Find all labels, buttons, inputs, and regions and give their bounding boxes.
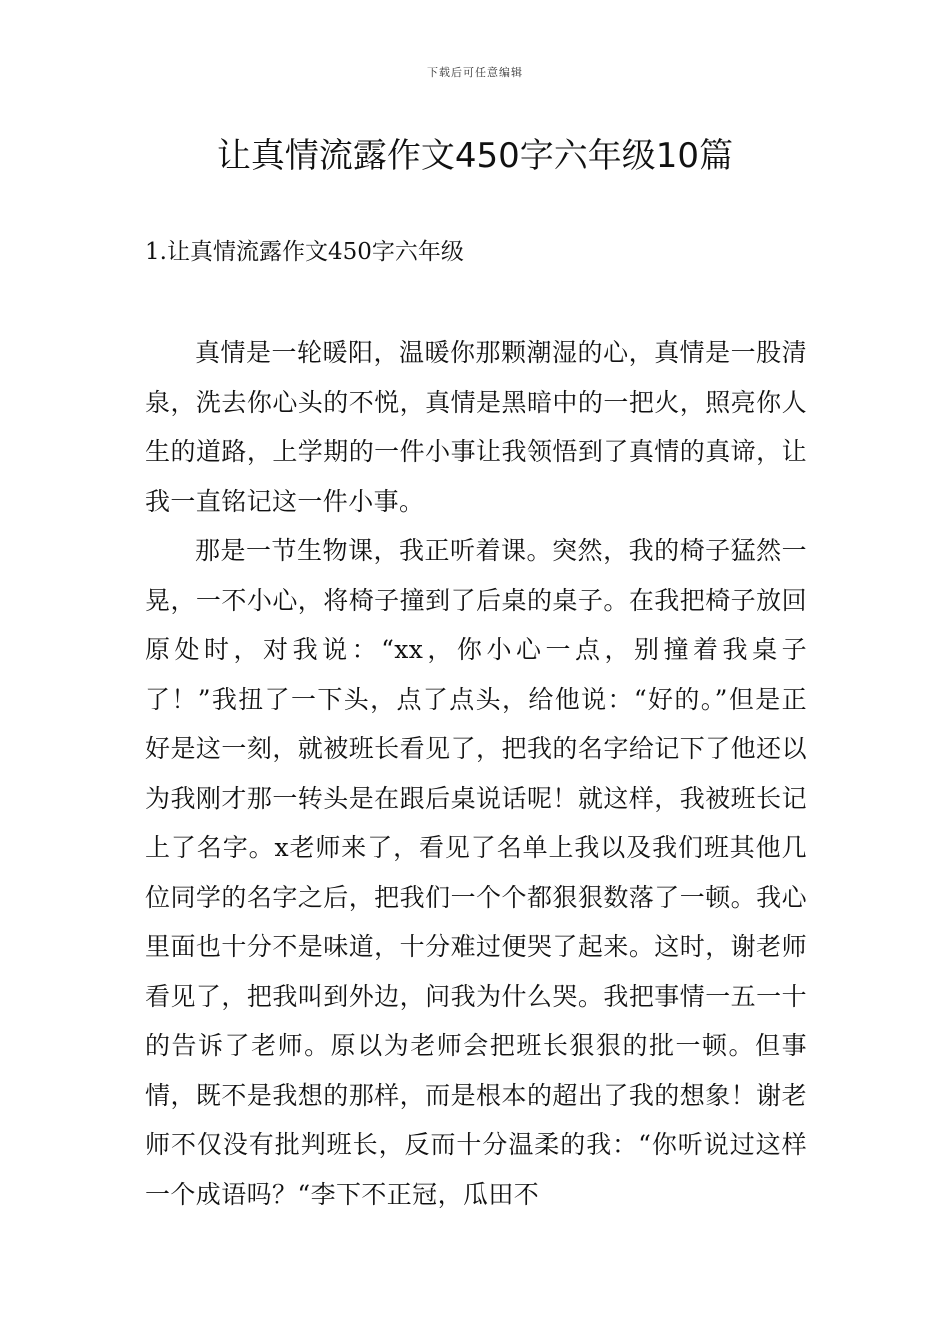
header-note: 下载后可任意编辑 (427, 66, 523, 79)
article-body (145, 328, 807, 1219)
paragraph: 那是一节生物课，我正听着课。突然，我的椅子猛然一晃，一不小心，将椅子撞到了后桌的桌子。在我把椅子放回原处时，对我说：“xx，你小心一点，别撞着我桌子了！”我扭了一下头，点了点头，给他说：“好的。”但是正好是这一刻，就被班长看见了，把我的名字给记下了他还以为我刚才那一转头是在跟后桌说话呢！就这样，我被班长记上了名字。x老师来了，看见了名单上我以及我们班其他几位同学的名字之后，把我们一个个都狠狠数落了一顿。我心里面也十分不是味道，十分难过便哭了起来。这时，谢老师看见了，把我叫到外边，问我为什么哭。我把事情一五一十的告诉了老师。原以为老师会把班长狠狠的批一顿。但事情，既不是我想的那样，而是根本的超出了我的想象！谢老师不仅没有批判班长，反而十分温柔的我：“你听说过这样一个成语吗？“李下不正冠，瓜田不 (145, 536, 807, 1209)
section-heading: 1.让真情流露作文450字六年级 (145, 239, 464, 265)
document-title: 让真情流露作文450字六年级10篇 (216, 136, 734, 176)
paragraph: 真情是一轮暖阳，温暖你那颗潮湿的心，真情是一股清泉，洗去你心头的不悦，真情是黑暗中的一把火，照亮你人生的道路，上学期的一件小事让我领悟到了真情的真谛，让我一直铭记这一件小事。 (145, 338, 807, 516)
